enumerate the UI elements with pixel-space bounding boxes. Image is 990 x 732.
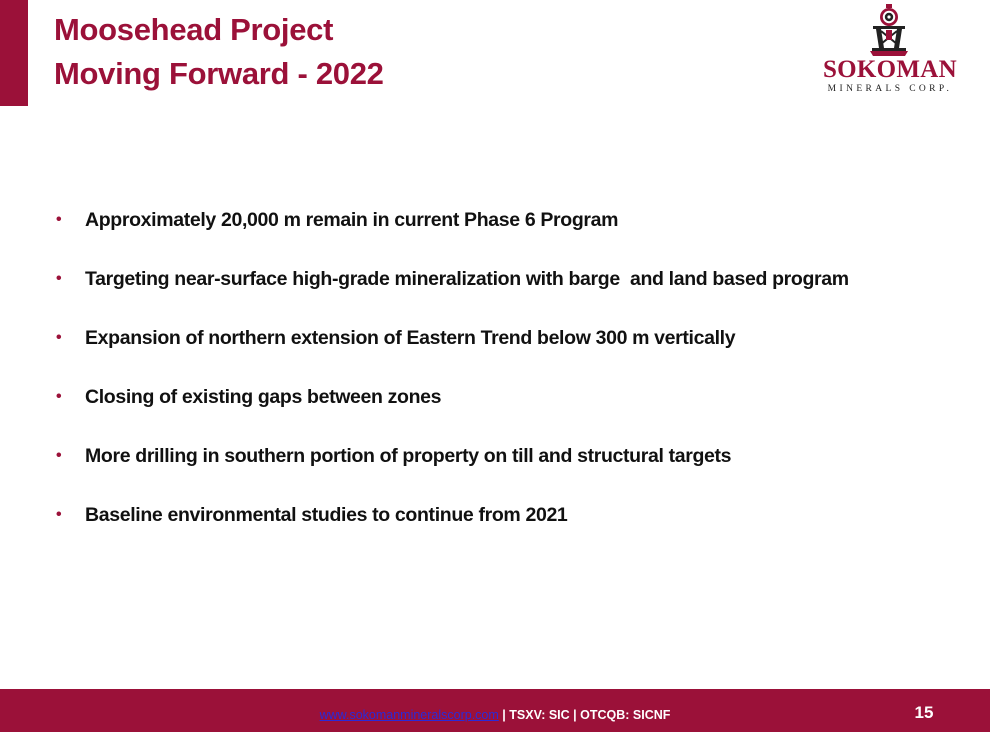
bullet-text: Expansion of northern extension of Eastern Trend below 300 m vertically: [85, 327, 736, 349]
footer-text: [0, 706, 990, 724]
bullet-item: [56, 321, 976, 380]
bullet-item: [56, 203, 976, 262]
company-logo: [812, 4, 968, 96]
bullet-marker: •: [56, 270, 62, 287]
title-line-1: Moosehead Project: [54, 12, 334, 47]
bullet-marker: •: [56, 329, 62, 346]
bullet-text: Closing of existing gaps between zones: [85, 386, 442, 408]
bullet-marker: •: [56, 388, 62, 405]
bullet-list: [56, 203, 976, 557]
bullet-item: [56, 439, 976, 498]
footer-bar: [0, 689, 990, 732]
left-accent-bar: [0, 0, 28, 106]
bullet-text: Approximately 20,000 m remain in current Phase 6 Program: [85, 209, 619, 231]
logo-name: SOKOMAN: [822, 56, 958, 83]
logo-subtitle: MINERALS CORP.: [827, 84, 953, 94]
bullet-marker: •: [56, 211, 62, 228]
bullet-text: More drilling in southern portion of property on till and structural targets: [85, 445, 732, 467]
bullet-marker: •: [56, 506, 62, 523]
bullet-item: [56, 498, 976, 557]
bullet-text: Baseline environmental studies to continue from 2021: [85, 504, 568, 526]
mine-headframe-icon: [870, 4, 908, 56]
bullet-item: [56, 262, 976, 321]
bullet-marker: •: [56, 447, 62, 464]
title-line-2: Moving Forward - 2022: [54, 56, 384, 91]
bullet-text: Targeting near-surface high-grade mineralization with barge and land based program: [85, 268, 849, 290]
page-number: 15: [914, 703, 934, 722]
website-link[interactable]: www.sokomanmineralscorp.com: [319, 708, 499, 722]
bullet-item: [56, 380, 976, 439]
ticker-info: | TSXV: SIC | OTCQB: SICNF: [498, 708, 671, 722]
slide-title: [54, 8, 384, 96]
